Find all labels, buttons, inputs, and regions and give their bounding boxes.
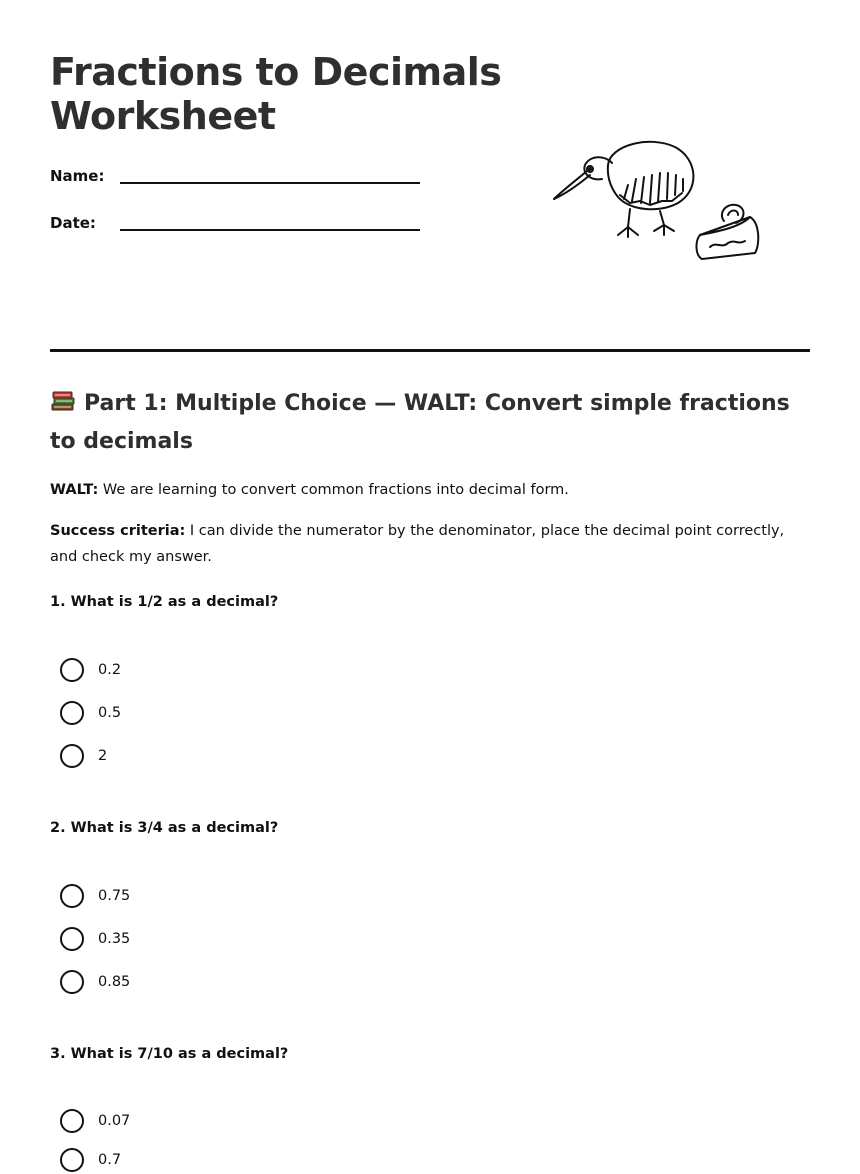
radio-button[interactable] — [60, 884, 84, 908]
radio-button[interactable] — [60, 970, 84, 994]
q3-option-1[interactable] — [60, 1109, 360, 1135]
date-label: Date: — [50, 214, 96, 232]
q2-option-1[interactable] — [60, 884, 360, 910]
success-label: Success criteria: — [50, 523, 186, 539]
walt-label: WALT: — [50, 482, 99, 498]
radio-button[interactable] — [60, 1109, 84, 1133]
option-label: 0.85 — [98, 974, 131, 990]
radio-button[interactable] — [60, 744, 84, 768]
q2-option-2[interactable] — [60, 927, 360, 953]
q1-option-3[interactable] — [60, 744, 360, 770]
kiwi-and-cake-illustration — [550, 135, 765, 265]
date-line[interactable] — [120, 229, 420, 231]
divider — [50, 349, 810, 352]
q1-option-2[interactable] — [60, 701, 360, 727]
success-criteria-paragraph — [50, 518, 810, 570]
option-label: 0.5 — [98, 705, 122, 721]
radio-button[interactable] — [60, 658, 84, 682]
option-label: 0.75 — [98, 888, 131, 904]
question-1: 1. What is 1/2 as a decimal? — [50, 594, 279, 610]
question-3: 3. What is 7/10 as a decimal? — [50, 1046, 289, 1062]
page-title: Fractions to Decimals Worksheet — [50, 50, 502, 138]
q2-option-3[interactable] — [60, 970, 360, 996]
name-line[interactable] — [120, 182, 420, 184]
option-label: 2 — [98, 748, 108, 764]
option-label: 0.2 — [98, 662, 122, 678]
part1-heading — [50, 385, 810, 461]
kiwi-bird-icon — [554, 142, 693, 237]
walt-text: We are learning to convert common fractions into decimal form. — [98, 482, 569, 498]
books-icon — [50, 389, 76, 413]
q3-option-2[interactable] — [60, 1148, 360, 1174]
option-label: 0.35 — [98, 931, 131, 947]
date-field[interactable] — [50, 214, 420, 238]
option-label: 0.07 — [98, 1113, 131, 1129]
radio-button[interactable] — [60, 701, 84, 725]
radio-button[interactable] — [60, 1148, 84, 1172]
q1-option-1[interactable] — [60, 658, 360, 684]
success-text: I can divide the numerator by the denominator, place the decimal point correctly, and check my answer. — [50, 523, 785, 565]
question-2: 2. What is 3/4 as a decimal? — [50, 820, 279, 836]
radio-button[interactable] — [60, 927, 84, 951]
name-field[interactable] — [50, 167, 420, 191]
option-label: 0.7 — [98, 1152, 122, 1168]
part1-heading-text: Part 1: Multiple Choice — WALT: Convert simple fractions to decimals — [50, 391, 790, 454]
walt-paragraph — [50, 477, 810, 503]
name-label: Name: — [50, 167, 105, 185]
cake-slice-icon — [696, 205, 758, 259]
